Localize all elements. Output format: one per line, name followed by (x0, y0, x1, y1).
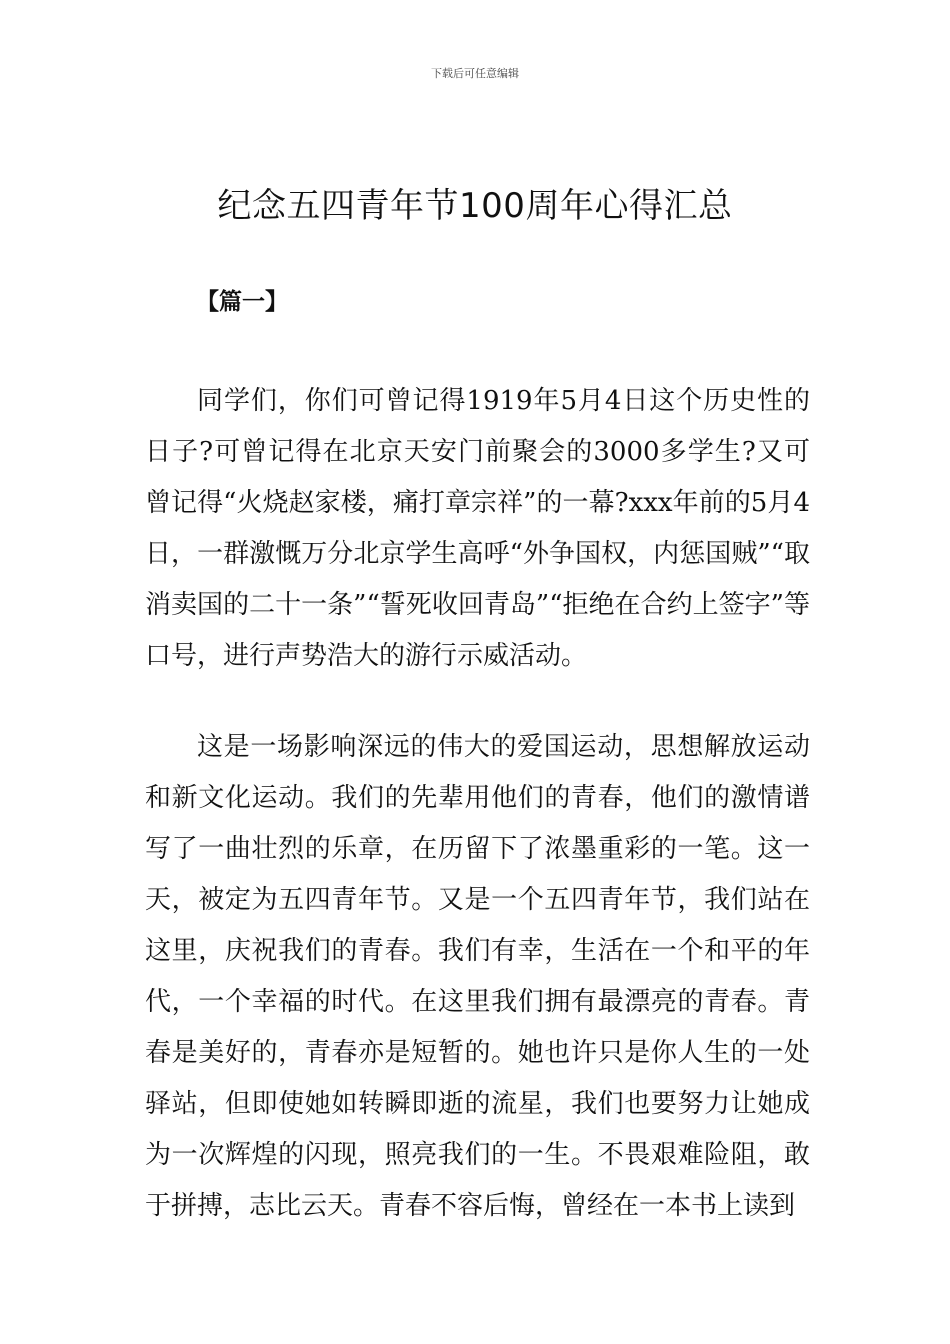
section-heading: 【篇一】 (196, 289, 288, 315)
document-title: 纪念五四青年节100周年心得汇总 (217, 186, 733, 226)
paragraph-block (145, 376, 810, 682)
paragraph-2: 这是一场影响深远的伟大的爱国运动，思想解放运动和新文化运动。我们的先辈用他们的青春，他们的激情谱写了一曲壮烈的乐章，在历留下了浓墨重彩的一笔。这一天，被定为五四青年节。又是一个五四青年节，我们站在这里，庆祝我们的青春。我们有幸，生活在一个和平的年代，一个幸福的时代。在这里我们拥有最漂亮的青春。青春是美好的，青春亦是短暂的。她也许只是你人生的一处驿站，但即使她如转瞬即逝的流星，我们也要努力让她成为一次辉煌的闪现，照亮我们的一生。不畏艰难险阻，敢于拼搏，志比云天。青春不容后悔，曾经在一本书上读到 (145, 732, 810, 1221)
header-note: 下载后可任意编辑 (431, 67, 519, 80)
paragraph-block (145, 722, 810, 1232)
paragraph-1: 同学们，你们可曾记得1919年5月4日这个历史性的日子?可曾记得在北京天安门前聚会的3000多学生?又可曾记得“火烧赵家楼，痛打章宗祥”的一幕?xxx年前的5月4日，一群激慨万分北京学生高呼“外争国权，内惩国贼”“取消卖国的二十一条”“誓死收回青岛”“拒绝在合约上签字”等口号，进行声势浩大的游行示威活动。 (145, 386, 810, 671)
